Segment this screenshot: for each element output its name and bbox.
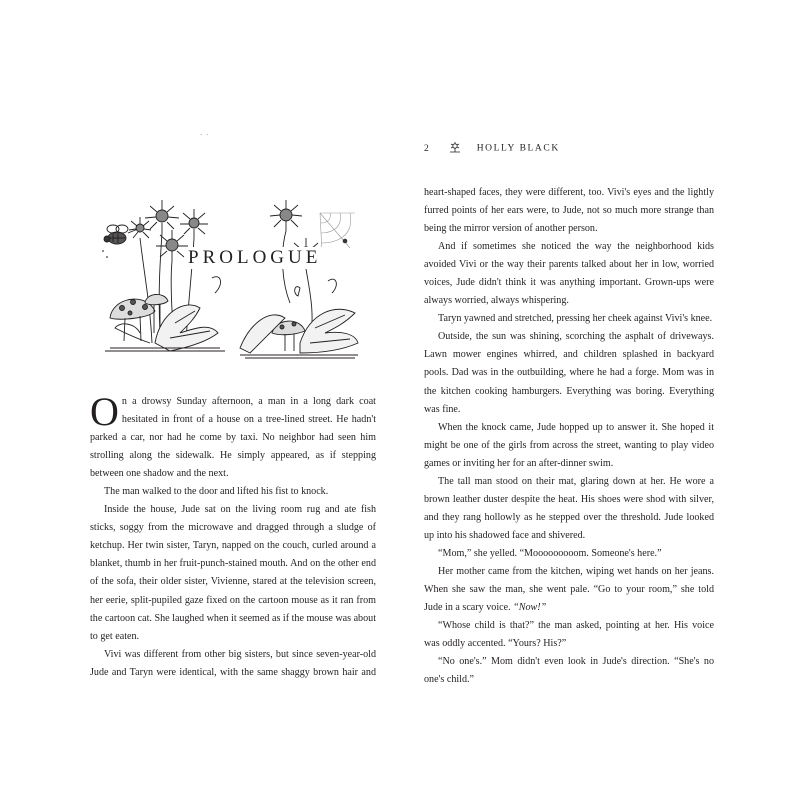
paragraph: The tall man stood on their mat, glaring down at her. He wore a brown leather duster despite the heat. His shoes were shod with silver, and they rang hollowly as he stepped over the threshold. Jude looked up into his shadowed face and shivered. [424,475,714,541]
spider-web-icon [320,213,355,253]
paragraph: “No one's.” Mom didn't even look in Jude's direction. “She's no one's child.” [424,656,714,686]
paragraph: The man walked to the door and lifted his fist to knock. [104,486,329,498]
paragraph: Taryn yawned and stretched, pressing her cheek against Vivi's knee. [438,313,713,325]
paragraph: Inside the house, Jude sat on the living room rug and ate fish sticks, soggy from the microwave and dragged through a sludge of ketchup. Her twin sister, Taryn, napped on the couch, curled around a blanket, thumb in her fruit-punch-stained mouth. And on the other end of the sofa, their older sister, Vivienne, stared at the television screen, her eerie, split-pupiled gaze fixed on the cartoon mouse as it ran from the cartoon cat. She laughed when it seemed as if the mouse was about to get eaten. [90,504,376,642]
paragraph: heart-shaped faces, they were different, too. Vivi's eyes and the lightly furred points of her ears were, to Jude, not so much more strange than being the mirror version of another person. [424,187,714,235]
paragraph-text: Her mother came from the kitchen, wiping wet hands on her jeans. When she saw the man, she went pale. “Go to your room,” she told Jude in a scary voice. [424,565,714,614]
paragraph-text: n a drowsy Sunday afternoon, a man in a long dark coat hesitated in front of a house on a tree-lined street. He hadn't parked a car, nor had he come by taxi. No neighbor had seen him strolling along the sidewalk. He simply appeared, as if stepping between one shadow and the next. [90,396,376,480]
paragraph [424,563,714,617]
drop-cap: O [90,389,119,434]
crop-marks: · · [200,131,210,139]
paragraph: Outside, the sun was shining, scorching the asphalt of driveways. Lawn mower engines whirred, and children splashed in backyard pools. Dad was in the outbuilding, where he had a forge. Mom was in the kitchen cooking hamburgers. Everything was boring. Everything was fine. [424,331,714,415]
flower-ornament-icon [447,141,463,156]
paragraph: “Whose child is that?” the man asked, pointing at her. His voice was oddly accented. “Yours? His?” [424,620,714,650]
author-name: HOLLY BLACK [476,143,560,154]
right-body-text [424,184,714,689]
running-head [424,141,560,156]
left-body-text [90,389,376,682]
paragraph [90,389,376,483]
chapter-title: PROLOGUE [188,247,322,268]
paragraph: Vivi was different from other big sisters, but since seven-year-old Jude and Taryn were identical, with the same shaggy brown hair and [90,648,376,678]
paragraph: “Mom,” she yelled. “Mooooooooom. Someone's here.” [438,547,662,559]
paragraph: And if sometimes she noticed the way the neighborhood kids avoided Vivi or the way their parents talked about her in low, worried voices, Jude didn't think it was anything important. Grown-ups were always worried, always whispering. [424,241,714,307]
prologue-illustration [100,193,360,368]
emphasis-text: “Now!” [513,602,547,614]
paragraph: When the knock came, Jude hopped up to answer it. She hoped it might be one of the girls from across the street, wanting to play video games or inviting her for an after-dinner swim. [424,421,714,469]
page-number: 2 [424,143,429,154]
